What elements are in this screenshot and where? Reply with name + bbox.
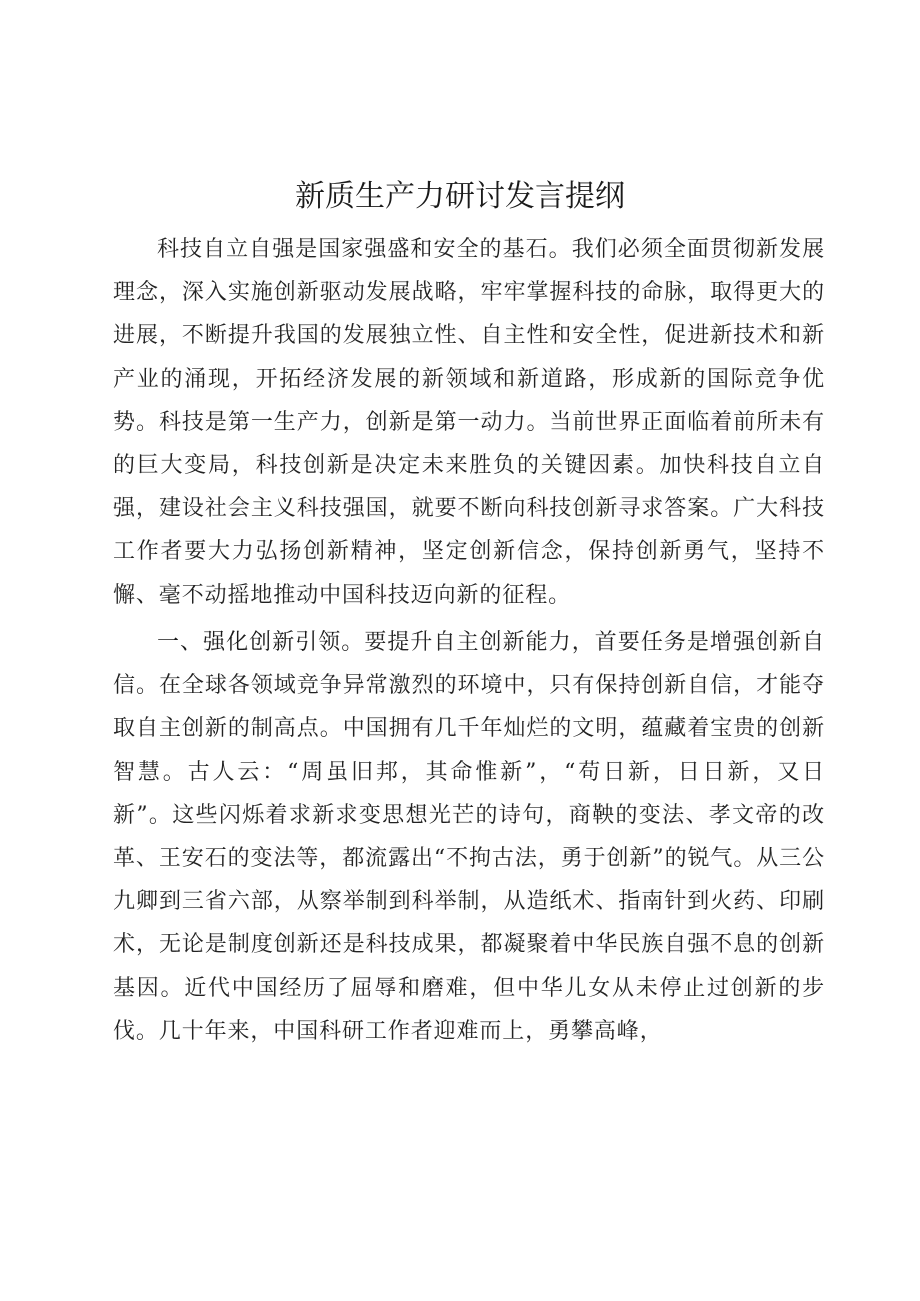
paragraph-intro (113, 228, 825, 617)
document-title: 新质生产力研讨发言提纲 (295, 179, 625, 214)
paragraph-intro-text: 科技自立自强是国家强盛和安全的基石。我们必须全面贯彻新发展理念，深入实施创新驱动发展战略，牢牢掌握科技的命脉，取得更大的进展，不断提升我国的发展独立性、自主性和安全性，促进新技术和新产业的涌现，开拓经济发展的新领域和新道路，形成新的国际竞争优势。科技是第一生产力，创新是第一动力。当前世界正面临着前所未有的巨大变局，科技创新是决定未来胜负的关键因素。加快科技自立自强，建设社会主义科技强国，就要不断向科技创新寻求答案。广大科技工作者要大力弘扬创新精神，坚定创新信念，保持创新勇气，坚持不懈、毫不动摇地推动中国科技迈向新的征程。 (113, 237, 825, 608)
section-1-text: 要提升自主创新能力，首要任务是增强创新自信。在全球各领域竞争异常激烈的环境中，只有保持创新自信，才能夺取自主创新的制高点。中国拥有几千年灿烂的文明，蕴藏着宝贵的创新智慧。古人云：“周虽旧邦，其命惟新”，“苟日新，日日新，又日新”。这些闪烁着求新求变思想光芒的诗句，商鞅的变法、孝文帝的改革、王安石的变法等，都流露出“不拘古法，勇于创新”的锐气。从三公九卿到三省六部，从察举制到科举制，从造纸术、指南针到火药、印刷术，无论是制度创新还是科技成果，都凝聚着中华民族自强不息的创新基因。近代中国经历了屈辱和磨难，但中华儿女从未停止过创新的步伐。几十年来，中国科研工作者迎难而上，勇攀高峰， (113, 630, 825, 1044)
section-1-heading: 一、强化创新引领。 (157, 630, 365, 655)
paragraph-section-1 (113, 621, 825, 1053)
